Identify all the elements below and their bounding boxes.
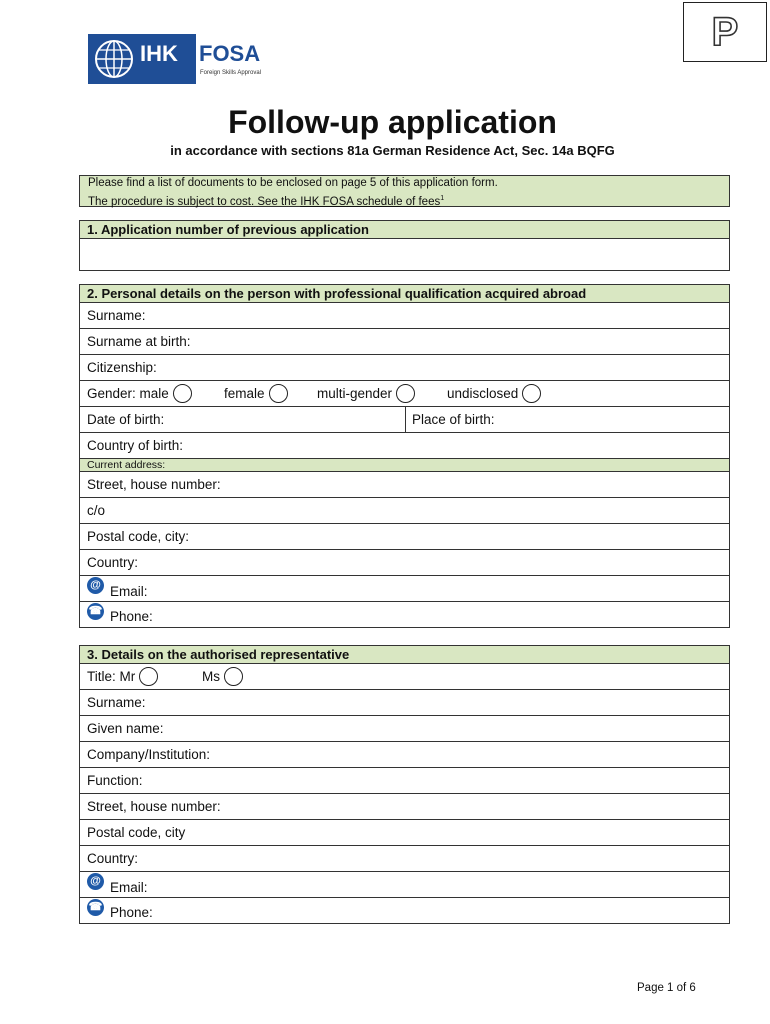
gender-row xyxy=(80,381,729,407)
globe-icon xyxy=(94,39,134,79)
ihk-fosa-logo xyxy=(88,34,260,86)
section-previous-application xyxy=(79,220,730,271)
section-1-heading: 1. Application number of previous application xyxy=(80,221,729,239)
surname-field[interactable] xyxy=(80,303,729,329)
gender-undisclosed-radio[interactable] xyxy=(522,384,541,403)
citizenship-field[interactable] xyxy=(80,355,729,381)
notice-line-1: Please find a list of documents to be enclosed on page 5 of this application form. xyxy=(88,177,498,189)
fee-schedule-link[interactable]: IHK FOSA schedule of fees xyxy=(300,195,441,208)
badge-letter: P xyxy=(711,10,739,54)
title-ms-label: Ms xyxy=(202,669,220,684)
street-field[interactable] xyxy=(80,472,729,498)
rep-function-field[interactable] xyxy=(80,768,729,794)
rep-function-label: Function: xyxy=(87,773,143,788)
phone-icon: ☎ xyxy=(87,603,104,620)
rep-phone-field[interactable] xyxy=(80,898,729,923)
street-label: Street, house number: xyxy=(87,477,221,492)
rep-given-name-label: Given name: xyxy=(87,721,164,736)
phone-label: Phone: xyxy=(110,609,153,624)
section-3-heading: 3. Details on the authorised representative xyxy=(80,646,729,664)
rep-country-label: Country: xyxy=(87,851,139,866)
logo-ihk-text: IHK xyxy=(140,41,178,66)
page-title: Follow-up application xyxy=(228,104,557,140)
email-icon: @ xyxy=(87,873,104,890)
title-mr-label: Title: Mr xyxy=(87,669,136,684)
country-label: Country: xyxy=(87,555,139,570)
email-icon: @ xyxy=(87,577,104,594)
gender-multi-label: multi-gender xyxy=(317,386,393,401)
surname-at-birth-label: Surname at birth: xyxy=(87,334,191,349)
title-row xyxy=(80,664,729,690)
title-mr-radio[interactable] xyxy=(139,667,158,686)
rep-company-label: Company/Institution: xyxy=(87,747,211,762)
surname-label: Surname: xyxy=(87,308,146,323)
place-of-birth-field[interactable] xyxy=(405,407,495,432)
logo-subtitle: Foreign Skills Approval xyxy=(200,70,262,76)
rep-country-field[interactable] xyxy=(80,846,729,872)
rep-company-field[interactable] xyxy=(80,742,729,768)
phone-icon: ☎ xyxy=(87,899,104,916)
citizenship-label: Citizenship: xyxy=(87,360,157,375)
title-ms-radio[interactable] xyxy=(224,667,243,686)
documents-notice xyxy=(79,175,730,207)
rep-phone-label: Phone: xyxy=(110,905,153,920)
rep-email-field[interactable] xyxy=(80,872,729,898)
notice-text: The procedure is subject to cost. See the xyxy=(88,195,301,208)
date-of-birth-label[interactable]: Date of birth: xyxy=(87,412,165,427)
section-2-heading: 2. Personal details on the person with professional qualification acquired abroad xyxy=(80,285,729,303)
phone-field[interactable] xyxy=(80,602,729,627)
care-of-label: c/o xyxy=(87,503,106,518)
postal-code-label: Postal code, city: xyxy=(87,529,190,544)
rep-postal-code-label: Postal code, city xyxy=(87,825,186,840)
rep-surname-field[interactable] xyxy=(80,690,729,716)
place-of-birth-label: Place of birth: xyxy=(412,412,495,427)
postal-code-field[interactable] xyxy=(80,524,729,550)
country-of-birth-label: Country of birth: xyxy=(87,438,184,453)
country-field[interactable] xyxy=(80,550,729,576)
previous-application-number-field[interactable] xyxy=(80,239,729,270)
gender-male-radio[interactable] xyxy=(173,384,192,403)
rep-street-label: Street, house number: xyxy=(87,799,221,814)
page-subtitle: in accordance with sections 81a German Residence Act, Sec. 14a BQFG xyxy=(170,143,615,158)
logo-fosa-text: FOSA xyxy=(199,41,261,66)
rep-street-field[interactable] xyxy=(80,794,729,820)
email-field[interactable] xyxy=(80,576,729,602)
gender-multi-radio[interactable] xyxy=(396,384,415,403)
email-label: Email: xyxy=(110,584,148,599)
birth-row xyxy=(80,407,729,433)
notice-line-2 xyxy=(88,191,721,210)
rep-given-name-field[interactable] xyxy=(80,716,729,742)
page-number: Page 1 of 6 xyxy=(637,982,696,994)
care-of-field[interactable] xyxy=(80,498,729,524)
rep-email-label: Email: xyxy=(110,880,148,895)
form-type-badge xyxy=(683,2,767,62)
gender-undisclosed-label: undisclosed xyxy=(447,386,519,401)
rep-surname-label: Surname: xyxy=(87,695,146,710)
country-of-birth-field[interactable] xyxy=(80,433,729,459)
current-address-subheading: Current address: xyxy=(80,459,729,472)
surname-at-birth-field[interactable] xyxy=(80,329,729,355)
gender-female-radio[interactable] xyxy=(269,384,288,403)
rep-postal-code-field[interactable] xyxy=(80,820,729,846)
section-personal-details xyxy=(79,284,730,628)
footnote-marker: 1 xyxy=(440,195,445,202)
logo-blue-panel xyxy=(88,34,196,84)
gender-female-label: female xyxy=(224,386,265,401)
gender-male-label: Gender: male xyxy=(87,386,169,401)
section-representative xyxy=(79,645,730,924)
